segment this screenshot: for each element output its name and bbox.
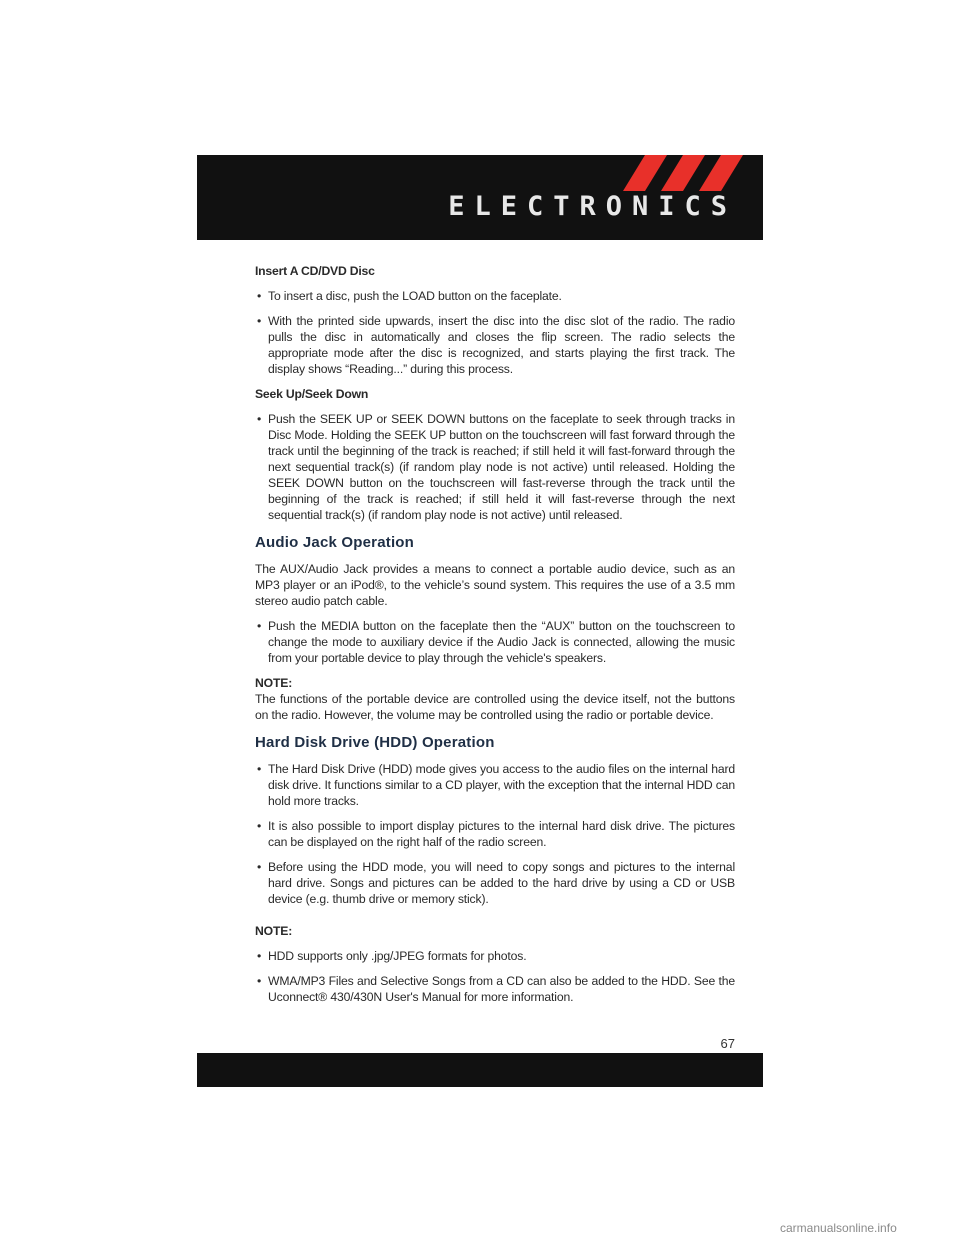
note-label: NOTE: (255, 676, 293, 690)
footer-bar (197, 1053, 763, 1087)
watermark: carmanualsonline.info (780, 1221, 897, 1235)
section-header-bar (197, 155, 763, 240)
page-number: 67 (720, 1036, 735, 1051)
hdd-heading: Hard Disk Drive (HDD) Operation (255, 734, 495, 751)
insert-disc-heading: Insert A CD/DVD Disc (255, 264, 375, 278)
seek-heading: Seek Up/Seek Down (255, 387, 369, 401)
note-label: NOTE: (255, 924, 293, 938)
audio-jack-heading: Audio Jack Operation (255, 534, 415, 551)
accent-stripes-icon (623, 155, 743, 191)
list-item: • Push the MEDIA button on the faceplate then the “AUX” button on the touchscreen to change the mode to auxiliary device if the Audio Jack is connected, allowing the music from your portable device to play through the vehicle's speakers. (257, 619, 735, 665)
audio-jack-intro: The AUX/Audio Jack provides a means to connect a portable audio device, such as an MP3 player or an iPod®, to the vehicle’s sound system. This requires the use of a 3.5 mm stereo audio patch cable. (255, 562, 735, 608)
list-item: • To insert a disc, push the LOAD button on the faceplate. (257, 289, 562, 303)
list-item: • WMA/MP3 Files and Selective Songs from a CD can also be added to the HDD. See the Uconnect® 430/430N User's Manual for more information. (257, 974, 735, 1004)
list-item: • It is also possible to import display pictures to the internal hard disk drive. The pictures can be displayed on the right half of the radio screen. (257, 819, 735, 849)
list-item: • Before using the HDD mode, you will need to copy songs and pictures to the internal hard drive. Songs and pictures can be added to the hard drive by using a CD or USB device (e.g. thumb drive or memory stick). (257, 860, 735, 906)
list-item: • Push the SEEK UP or SEEK DOWN buttons on the faceplate to seek through tracks in Disc Mode. Holding the SEEK UP button on the touchscreen will fast forward through the track until the beginning of the track is reached; if still held it will fast-forward through the next sequential track(s) (if random play node is not active) until released. Holding the SEEK DOWN button on the touchscreen will fast-reverse through the track until the beginning of the track is reached; if still held it will fast-reverse through the next sequential track(s) (if random play node is not active) until released. (257, 412, 735, 522)
list-item: • HDD supports only .jpg/JPEG formats for photos. (257, 949, 527, 963)
page-content (255, 263, 735, 1014)
list-item: • The Hard Disk Drive (HDD) mode gives you access to the audio files on the internal hard disk drive. It functions similar to a CD player, with the exception that the internal HDD can hold more tracks. (257, 762, 735, 808)
note-text: The functions of the portable device are controlled using the device itself, not the buttons on the radio. However, the volume may be controlled using the radio or portable device. (255, 692, 735, 722)
section-title: ELECTRONICS (448, 191, 737, 222)
list-item: • With the printed side upwards, insert the disc into the disc slot of the radio. The radio pulls the disc in automatically and closes the flip screen. The radio selects the appropriate mode after the disc is recognized, and starts playing the first track. The display shows “Reading...” during this process. (257, 314, 735, 376)
